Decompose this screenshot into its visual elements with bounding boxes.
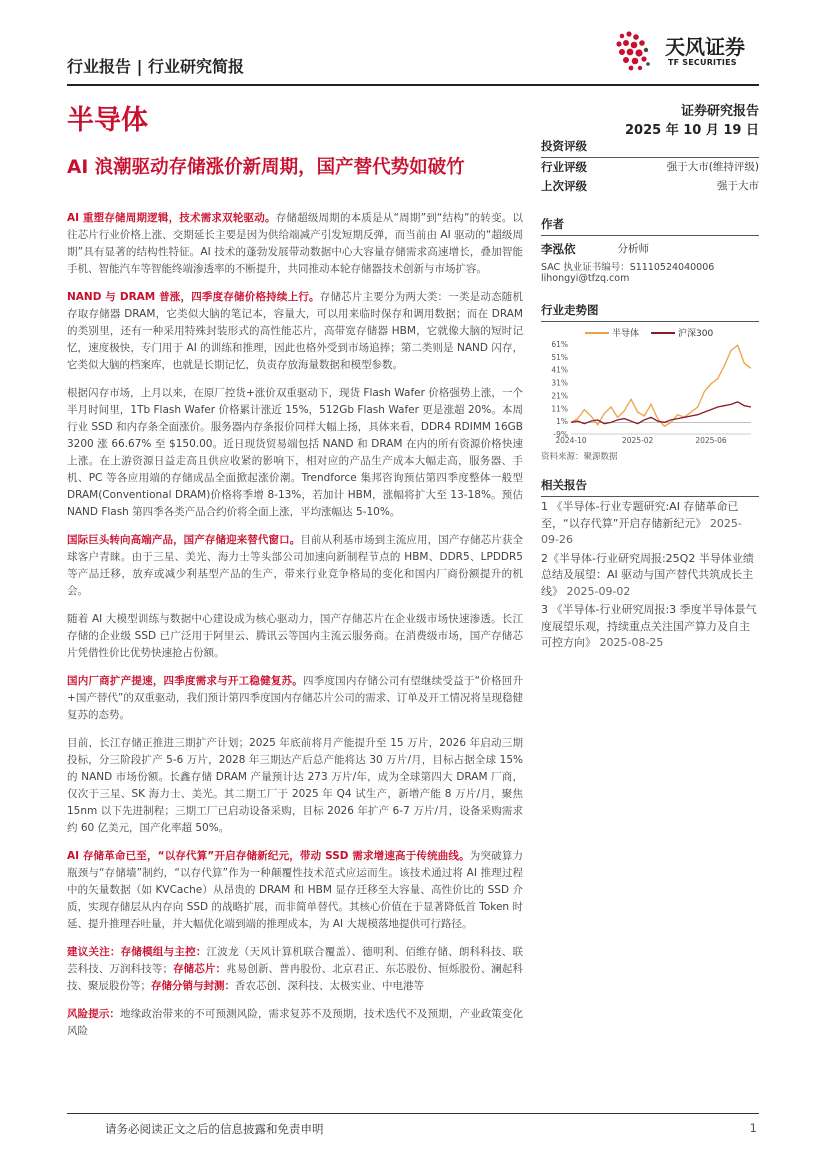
related-report-date: 2025-08-25 bbox=[599, 636, 664, 649]
paragraph-text: 四季度国内存储公司有望继续受益于“价格回升+国产替代”的双重驱动，我们预计第四季度国内存储芯片公司的需求、订单及开工情况将呈现稳健复苏的态势。 bbox=[67, 675, 523, 721]
y-tick-label: 11% bbox=[551, 404, 568, 414]
related-title: 相关报告 bbox=[541, 478, 587, 492]
related-report-2[interactable] bbox=[541, 551, 759, 601]
y-tick-label: 51% bbox=[551, 352, 568, 362]
paragraph-3 bbox=[67, 385, 523, 521]
legend-swatch bbox=[585, 332, 609, 334]
paragraph-text: 存储超级周期的本质是从“周期”到“结构”的转变。以往芯片行业价格上涨、交期延长主要是因为供给端减产引发短期反弹，而当前由 AI 驱动的“超级周期”具有显著的结构性特征。AI 技术的蓬勃发展带动数据中心大容量存储需求高速增长，叠加智能手机、智能汽车等智能终端渗透率的不断提升，共同推动本轮存储器技术创新与市场扩容。 bbox=[67, 212, 523, 275]
legend-item-index bbox=[651, 326, 713, 339]
report-date: 2025 年 10 月 19 日 bbox=[625, 123, 759, 138]
author-role: 分析师 bbox=[617, 243, 649, 255]
y-tick-label: 41% bbox=[551, 365, 568, 375]
series-line-semis bbox=[571, 345, 751, 426]
paragraph-2 bbox=[67, 289, 523, 374]
legend-label: 沪深300 bbox=[678, 329, 714, 339]
series-line-index bbox=[571, 402, 751, 424]
chart-legend bbox=[585, 326, 713, 339]
related-report-text[interactable]: 1 《半导体-行业专题研究:AI 存储革命已至，“以存代算”开启存储新纪元》 bbox=[541, 500, 739, 530]
paragraph-7 bbox=[67, 735, 523, 837]
page-number: 1 bbox=[749, 1121, 757, 1135]
report-type: 证券研究报告 bbox=[680, 104, 759, 119]
paragraph-text: 香农芯创、深科技、太极实业、中电港等 bbox=[235, 980, 424, 992]
paragraph-lead: NAND 与 DRAM 普涨，四季度存储价格持续上行。 bbox=[67, 291, 320, 303]
related-report-date: 2025-09-26 bbox=[541, 516, 742, 546]
y-tick-label: 21% bbox=[551, 391, 568, 401]
legend-item-semis bbox=[585, 326, 639, 339]
industry-rating-row bbox=[541, 158, 759, 177]
logo-subtext: TF SECURITIES bbox=[668, 58, 737, 67]
paragraph-4 bbox=[67, 532, 523, 600]
last-rating-row bbox=[541, 177, 759, 196]
paragraph-text: 随着 AI 大模型训练与数据中心建设成为核心驱动力，国产存储芯片在企业级市场快速渗透。长江存储的企业级 SSD 已广泛用于阿里云、腾讯云等国内主流云服务商。在消费级市场，国产存储芯片凭借性价比优势快速抢占份额。 bbox=[67, 613, 523, 659]
related-report-text[interactable]: 2《半导体-行业研究周报:25Q2 半导体业绩总结及展望：AI 驱动与国产替代共筑成长主线》 bbox=[541, 551, 754, 598]
related-report-text[interactable]: 3 《半导体-行业研究周报:3 季度半导体景气度展望乐观，持续重点关注国产算力及自主可控方向》 bbox=[541, 603, 757, 649]
author-title: 作者 bbox=[541, 217, 564, 231]
x-tick-label: 2024-10 bbox=[555, 436, 587, 445]
industry-rating-label: 行业评级 bbox=[541, 160, 587, 174]
paragraph-text: 目前从利基市场到主流应用，国产存储芯片获全球客户青睐。由于三星、美光、海力士等头部公司加速向新制程节点的 HBM、DDR5、LPDDR5 等产品迁移，放弃或减少利基型产品的生产，带来行业竞争格局的变化和国内厂商份额提升的机会。 bbox=[67, 534, 524, 597]
paragraph-lead: AI 重塑存储周期逻辑，技术需求双轮驱动。 bbox=[67, 212, 276, 224]
category-label: 存储分销与封测： bbox=[151, 980, 235, 992]
paragraph-1 bbox=[67, 210, 523, 278]
author-email[interactable]: lihongyi@tfzq.com bbox=[541, 273, 630, 284]
footer-divider bbox=[67, 1113, 759, 1114]
paragraph-text: 存储芯片主要分为两大类：一类是动态随机存取存储器 DRAM，它类似大脑的笔记本，容量大，可以用来临时保存和调用数据；而在 DRAM 的类别里，还有一种采用特殊封装形式的高性能芯片，高带宽存储器 HBM，它就像大脑的短时记忆，速度极快，专门用于 AI 的训练和推理，因此也格外受到市场追捧；第二类则是 NAND 闪存，它类似大脑的档案库，也就是长期记忆，负责存放海量数据和模型参数。 bbox=[67, 291, 523, 371]
industry-rating-value: 强于大市(维持评级) bbox=[666, 161, 759, 173]
related-report-3[interactable] bbox=[541, 602, 759, 652]
y-tick-label: 61% bbox=[551, 340, 568, 349]
page-title: AI 浪潮驱动存储涨价新周期，国产替代势如破竹 bbox=[67, 157, 465, 178]
y-tick-label: -9% bbox=[553, 430, 568, 439]
x-tick-label: 2025-02 bbox=[621, 436, 654, 445]
paragraph-text: 地缘政治带来的不可预测风险，需求复苏不及预期，技术迭代不及预期，产业政策变化风险 bbox=[67, 1008, 524, 1037]
paragraph-recommend bbox=[67, 944, 523, 995]
header-divider bbox=[67, 84, 759, 86]
paragraph-lead: 风险提示： bbox=[67, 1008, 121, 1020]
paragraph-text: 目前，长江存储正推进三期扩产计划；2025 年底前将月产能提升至 15 万片，2026 年启动三期投标，分三阶段扩产 5-6 万片，2028 年三期达产后总产能将达 30 万片/月，目标占据全球 15%的 NAND 市场份额。长鑫存储 DRAM 产量预计达 273 万片/年，成为全球第四大 DRAM 厂商，仅次于三星、SK 海力士、美光。其二期工厂于 2025 年 Q4 试生产，新增产能 8 万片/月，聚焦 15nm 以下先进制程；三期工厂已启动设备采购，目标 2026 年扩产 6-7 万片/月，设备采购需求约 60 亿美元，国产化率超 50%。 bbox=[67, 737, 523, 834]
sidebar bbox=[541, 138, 759, 652]
paragraph-text: 兆易创新、普冉股份、北京君正、东芯股份、恒烁股份、澜起科技、聚辰股份等； bbox=[67, 963, 524, 992]
legend-label: 半导体 bbox=[612, 329, 640, 339]
author-row bbox=[541, 241, 759, 257]
x-tick-label: 2025-06 bbox=[695, 436, 727, 445]
paragraph-lead: AI 存储革命已至，“以存代算”开启存储新纪元，带动 SSD 需求增速高于传统曲线。 bbox=[67, 850, 470, 862]
report-category: 行业报告 | 行业研究简报 bbox=[67, 57, 244, 76]
divider bbox=[541, 235, 759, 236]
category-label: 存储模组与主控： bbox=[120, 946, 207, 958]
chart-canvas bbox=[541, 322, 759, 448]
paragraph-lead: 国内厂商扩产提速，四季度需求与开工稳健复苏。 bbox=[67, 675, 303, 687]
last-rating-value: 强于大市 bbox=[717, 180, 759, 192]
main-body bbox=[67, 210, 523, 1051]
related-report-date: 2025-09-02 bbox=[566, 584, 631, 598]
paragraph-text: 为突破算力瓶颈与“存储墙”制约，“以存代算”作为一种颠覆性技术范式应运而生。该技术通过将 AI 推理过程中的矢量数据（如 KVCache）从昂贵的 DRAM 和 HBM 显存迁移至大容量、高性价比的 SSD 介质，实现存储层从内存向 SSD 的战略扩展，而非简单替代。其核心价值在于显著降低首 Token 时延、提升推理吞吐量，并大幅优化端到端的推理成本，为 AI 大规模落地提供可行路径。 bbox=[67, 850, 524, 930]
divider bbox=[541, 496, 759, 497]
paragraph-lead: 国际巨头转向高端产品，国产存储迎来替代窗口。 bbox=[67, 534, 301, 546]
paragraph-5 bbox=[67, 611, 523, 662]
paragraph-text: 根据闪存市场，上月以来，在原厂控货+涨价双重驱动下，现货 Flash Wafer 价格强势上涨，一个半月时间里，1Tb Flash Wafer 价格累计涨近 15%，512Gb Flash Wafer 更是涨超 20%。本周行业 SSD 和内存条全面涨价。服务器内存条报价同样大幅上扬，具体来看，DDR4 RDIMM 16GB 3200 涨 66.67% 至 $150.00。近日现货贸易端包括 NAND 和 DRAM 在内的所有资源价格快速上涨。在上游资源日益走高且供应收紧的影响下，相对应的产品生产成本大幅走高，服务器、手机、PC 等各应用端的存储成品全面掀起涨价潮。Trendforce 集邦咨询预估第四季度整体一般型 DRAM(Conventional DRAM)价格将季增 8-13%，若加计 HBM，涨幅将扩大至 13-18%。预估 NAND Flash 第四季各类产品合约价将全面上涨，平均涨幅达 5-10%。 bbox=[67, 387, 523, 518]
paragraph-8 bbox=[67, 848, 523, 933]
paragraph-risk bbox=[67, 1006, 523, 1040]
y-tick-label: 1% bbox=[556, 417, 568, 427]
last-rating-label: 上次评级 bbox=[541, 179, 587, 193]
footer-disclaimer: 请务必阅读正文之后的信息披露和免责申明 bbox=[105, 1122, 324, 1136]
chart-source: 资料来源：聚源数据 bbox=[541, 452, 618, 462]
y-tick-label: 31% bbox=[551, 378, 568, 388]
related-report-1[interactable] bbox=[541, 499, 759, 549]
paragraph-lead: 建议关注： bbox=[67, 946, 121, 958]
chart-title: 行业走势图 bbox=[541, 303, 599, 317]
logo-text: 天风证券 bbox=[665, 35, 745, 59]
author-cert: SAC 执业证书编号：S1110524040006 bbox=[541, 262, 715, 273]
author-name: 李泓依 bbox=[541, 242, 576, 256]
trend-chart bbox=[541, 322, 759, 448]
industry-name: 半导体 bbox=[67, 105, 148, 136]
paragraph-text: 江波龙（天风计算机联合覆盖）、德明利、佰维存储、朗科科技、联芸科技、万润科技等； bbox=[67, 946, 524, 975]
rating-title: 投资评级 bbox=[541, 139, 587, 153]
legend-swatch bbox=[651, 332, 675, 334]
paragraph-6 bbox=[67, 673, 523, 724]
category-label: 存储芯片： bbox=[172, 963, 227, 975]
